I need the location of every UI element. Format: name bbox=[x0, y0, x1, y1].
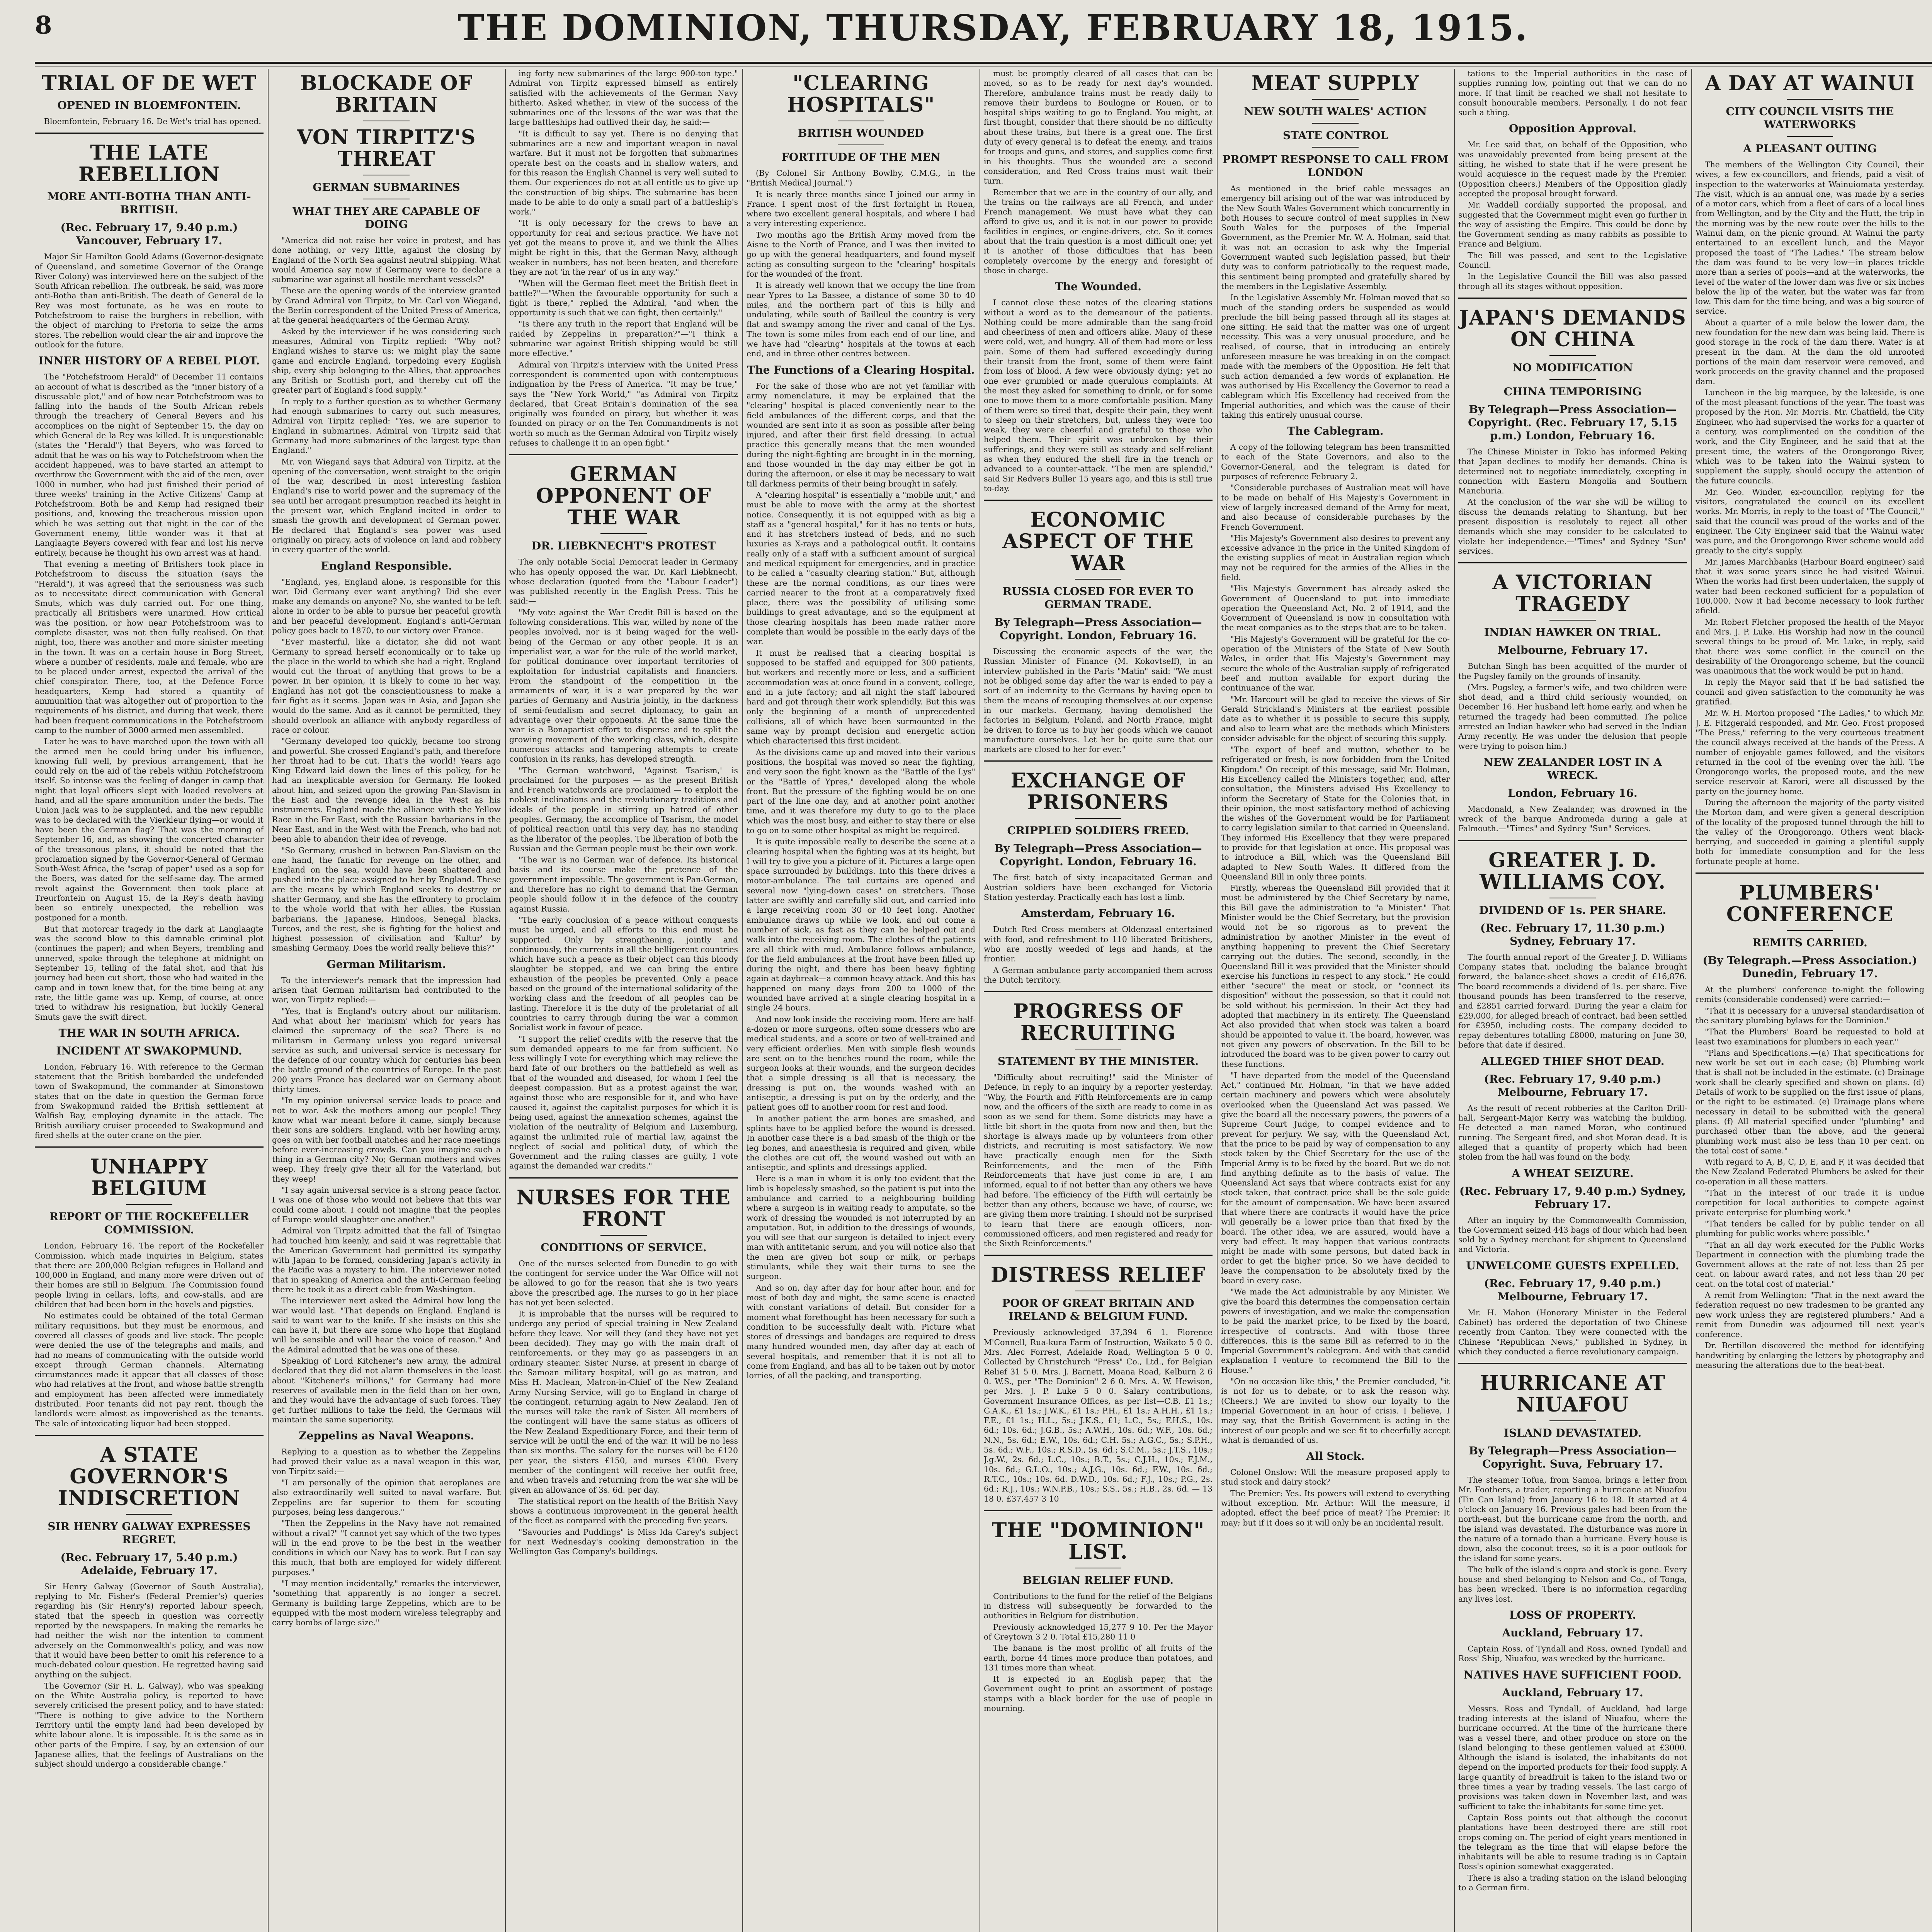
subheading: All Stock. bbox=[1306, 1450, 1365, 1463]
subheading: CHINA TEMPORISING bbox=[1503, 385, 1642, 398]
paragraph: It is expected in an English paper, that the Government ought to print an assortment of postage stamps with a black border for the use of people in mourning. bbox=[984, 1674, 1213, 1713]
paragraph: Replying to a question as to whether the Zeppelins had proved their value as a naval weapon in this war, von Tirpitz said:— bbox=[272, 1447, 501, 1476]
masthead-rule bbox=[35, 62, 1932, 64]
paragraph: "Savouries and Puddings" is Miss Ida Carey's subject for next Wednesday's cooking demonstration in the Wellington Gas Company's buildings. bbox=[509, 1527, 738, 1556]
article-headline: TRIAL OF DE WET bbox=[41, 71, 257, 95]
subheading: DR. LIEBKNECHT'S PROTEST bbox=[531, 539, 716, 553]
paragraph: Luncheon in the big marquee, by the lakeside, is one of the most pleasant functions of the year. The toast was proposed by the Hon. Mr. Morris. Mr. Chatfield, the City Engineer, who had supervised the works for a quarter of a century, was complimented on the condition of the work, and the City Engineer, and he said that at the present time, the waters of the Orongorongo River, which was to be taken into the Wainui system to supplement the supply, should occupy the attention of the future councils. bbox=[1696, 388, 1924, 485]
paragraph: Mr. James Marchbanks (Harbour Board engineer) said that it was some years since he had visited Wainui. When the works had first been undertaken, the supply of water had been reckoned sufficient for a population of 100,000. Now it had become necessary to look further afield. bbox=[1696, 557, 1924, 616]
subheading: A PLEASANT OUTING bbox=[1743, 142, 1877, 155]
article-divider bbox=[1458, 1363, 1687, 1364]
article-headline: UNHAPPY BELGIUM bbox=[90, 1155, 208, 1201]
paragraph: The statistical report on the health of the British Navy shows a continuous improvement in the general health of the fleet as compared with the preceding five years. bbox=[509, 1496, 738, 1526]
subheading: Auckland, February 17. bbox=[1502, 1626, 1643, 1639]
subheading: CONDITIONS OF SERVICE. bbox=[541, 1241, 707, 1254]
paragraph: "I support the relief credits with the reserve that the sum demanded appears to me far from sufficient. No less willingly I vote for everything which may relieve the hard fate of our brothers on the battlefield as well as that of the wounded and diseased, for whom I feel the deepest compassion. But as a protest against the war, against those who are responsible for it, and who have caused it, against the capitalist purposes for which it is being used, against the annexation schemes, against the violation of the neutrality of Belgium and Luxemburg, against the unlimited rule of martial law, against the neglect of social and political duty, of which the Government and the ruling classes are guilty, I vote against the demanded war credits." bbox=[509, 1034, 738, 1171]
subheading: STATEMENT BY THE MINISTER. bbox=[998, 1055, 1199, 1068]
article-headline: VON TIRPITZ'S THREAT bbox=[297, 126, 476, 171]
article-headline: ECONOMIC ASPECT OF THE WAR bbox=[1002, 508, 1194, 575]
paragraph: To the interviewer's remark that the impression had arisen that German militarism had contributed to the war, von Tirpitz replied:— bbox=[272, 975, 501, 1005]
paragraph: And now look inside the receiving room. Here are half-a-dozen or more surgeons, often some dressers who are medical students, and a score or two of well-trained and very efficient orderlies. Men with simple flesh wounds are sent on to the benches round the room, while the surgeon looks at their wounds, and the surgeon decides that a simple dressing is all that is necessary, the dressing is put on, the wounds washed with an antiseptic, a dressing is put on by the orderly, and the patient goes off to another room for rest and food. bbox=[747, 1014, 975, 1112]
column-3 bbox=[509, 69, 738, 1932]
paragraph: Previously acknowledged 15,277 9 10. Per the Mayor of Greytown 3 2 0. Total £15,280 11 0 bbox=[984, 1622, 1213, 1641]
article-divider bbox=[35, 133, 264, 134]
subheading: BELGIAN RELIEF FUND. bbox=[1022, 1573, 1174, 1587]
heading-dash bbox=[1075, 579, 1121, 580]
subheading: ALLEGED THIEF SHOT DEAD. bbox=[1481, 1054, 1665, 1068]
heading-dash bbox=[126, 1514, 172, 1515]
subheading: STATE CONTROL bbox=[1282, 129, 1388, 142]
paragraph: "The export of beef and mutton, whether to be refrigerated or fresh, is now forbidden from the United Kingdom." On receipt of this message, said Mr. Holman, His Excellency called the Ministers together, and, after consultation, the Ministers advised His Excellency to inform the Secretary of State for the Colonies that, in their opinion, the most satisfactory method of achieving the wishes of the Government would be for Parliament to carry legislation similar to that carried in Queensland. They informed His Excellency that they were prepared to provide for that legislation at once. His proposal was to introduce a Bill, which was the Queensland Bill adapted to New South Wales. It differed from the Queensland Bill in only three points. bbox=[1221, 745, 1450, 881]
subheading: THE WAR IN SOUTH AFRICA. bbox=[58, 1026, 240, 1039]
page-number: 8 bbox=[35, 11, 52, 40]
paragraph: "We made the Act administrable by any Minister. We give the board this determines the compensation certain powers of investigation, and we make the compensation to be paid the market price, to be fixed by the board, irrespective of contracts. And with those three differences, this is the same Bill as referred to in the Imperial Government's cablegram. And with that candid explanation I venture to recommend the Bill to the House." bbox=[1221, 1287, 1450, 1375]
article-headline: BLOCKADE OF BRITAIN bbox=[300, 71, 473, 117]
paragraph: "England, yes, England alone, is responsible for this war. Did Germany ever want anything? Did she ever make any demands on anyone? No, she wanted to be left alone in order to be able to pursue her peaceful growth and her peaceful development. England's anti-German policy goes back to 1870, to our victory over France. bbox=[272, 577, 501, 635]
paragraph: I cannot close these notes of the clearing stations without a word as to the demeanour of the patients. Nothing could be more admirable than the sang-froid and cheeriness of men and officers alike. Many of these were cold, wet, and hungry. All of them had more or less pain. Some of them had suffered exceedingly during their transit from the front, some of them were faint from loss of blood. A few were obviously dying; yet no one ever grumbled or made querulous complaints. At the most they asked for something to drink, or for some one to move them to a more comfortable position. Many of them were so tired that, despite their pain, they went to sleep on their stretchers, but, unless they were too weak, they were cheerful and grateful to those who helped them. Their spirit was unbroken by their sufferings, and they were still as steady and self-reliant as when they endured the shell fire in the trench or advanced to a counter-attack. "The men are splendid," said Sir Redvers Buller 15 years ago, and this is still true to-day. bbox=[984, 298, 1213, 493]
subheading: Auckland, February 17. bbox=[1502, 1686, 1643, 1699]
subheading: NEW ZEALANDER LOST IN A WRECK. bbox=[1483, 755, 1662, 782]
paragraph: "My vote against the War Credit Bill is based on the following considerations. This war, willed by none of the peoples involved, nor is it being waged for the well-being of the German or any other people. It is an imperialist war, a war for the rule of the world market, for political dominance over important territories of exploitation for industrial capitalists and financiers. From the standpoint of the competition in the armaments of war, it is a war prepared by the war parties of Germany and Austria jointly, in the darkness of semi-feudalism and secret diplomacy, to gain an advantage over their opponents. At the same time the war is a Bonapartist effort to disperse and to split the growing movement of the working class, which, despite numerous attacks and tampering attempts to create confusion in its ranks, has developed strength. bbox=[509, 607, 738, 764]
heading-dash bbox=[126, 1204, 172, 1205]
subheading: INDIAN HAWKER ON TRIAL. bbox=[1484, 626, 1662, 639]
subheading: INNER HISTORY OF A REBEL PLOT. bbox=[38, 354, 260, 367]
article-headline: THE LATE REBELLION bbox=[78, 141, 220, 187]
paragraph: The banana is the most prolific of all fruits of the earth, borne 44 times more produce than potatoes, and 131 times more than wheat. bbox=[984, 1643, 1213, 1672]
subheading: REMITS CARRIED. bbox=[1752, 936, 1867, 949]
subheading: (Rec. February 17, 9.40 p.m.) Melbourne, February 17. bbox=[1484, 1072, 1662, 1099]
subheading: (By Telegraph.—Press Association.) Dunedin, February 17. bbox=[1702, 954, 1917, 980]
article-headline: MEAT SUPPLY bbox=[1252, 71, 1419, 95]
article-divider bbox=[984, 1255, 1213, 1256]
subheading: (Rec. February 17, 5.40 p.m.) Adelaide, February 17. bbox=[60, 1551, 238, 1577]
paragraph: (By Colonel Sir Anthony Bowlby, C.M.G., in the "British Medical Journal.") bbox=[747, 168, 975, 188]
subheading: REPORT OF THE ROCKEFELLER COMMISSION. bbox=[49, 1210, 249, 1236]
paragraph: Admiral von Tirpitz admitted that the fall of Tsingtao had touched him keenly, and said it was regrettable that the American Government had permitted its sympathy with Japan to be formed, considering Japan's activity in the Pacific was a mystery to him. The interviewer noted that in speaking of America and the anti-German feeling there he took it as a direct cable from Washington. bbox=[272, 1226, 501, 1294]
paragraph: Later he was to have marched upon the town with all the armed men he could bring under his influence, knowing full well, by previous arrangement, that he could rely on the aid of the rebels within Potchefstroom itself. So intense was the feeling of danger in camp that night that loyal officers slept with loaded revolvers at hand, and all the spare ammunition under the beds. The Union Jack was to be supplanted, and the new republic was to be declared with the Vierkleur flying—or would it have been the German flag? That was the morning of September 16, and, as showing the concerted character of the treasonous plans, it should be noted that the proclamation signed by the Governor-General of German South-West Africa, the "scrap of paper" used as a sop for the Boers, was dated for the self-same day. The armed revolt against the Government then took place at Treurfontein on August 15, de la Rey's death having been so entirely unexpected, the rebellion was postponed for a month. bbox=[35, 737, 264, 922]
heading-dash bbox=[1549, 620, 1596, 621]
subheading: NEW SOUTH WALES' ACTION bbox=[1244, 105, 1427, 118]
subheading: Opposition Approval. bbox=[1509, 122, 1637, 135]
paragraph: And so on, day after day for hour after hour, and for most of both day and night, the same scene is enacted with constant variations of detail. But consider for a moment what forethought has been necessary for such a condition to be successfully dealt with. Picture what stores of dressings and bandages are required to dress many hundred wounded men, day after day at each of several hospitals, and remember that it is not all to come from England, and has all to be taken out by motor lorries, of all the packing, and transporting. bbox=[747, 1283, 975, 1381]
paragraph: In reply to a further question as to whether Germany had enough submarines to carry out such measures, Admiral von Tirpitz replied: "Yes, we are superior to England in submarines. Admiral von Tirpitz said that Germany had more submarines of the largest type than England." bbox=[272, 396, 501, 455]
column-1 bbox=[35, 69, 264, 1932]
paragraph: Colonel Onslow: Will the measure proposed apply to stud stock and dairy stock? bbox=[1221, 1468, 1450, 1487]
paragraph: At the plumbers' conference to-night the following remits (considerable condensed) were carried:— bbox=[1696, 985, 1924, 1004]
article-divider bbox=[1458, 298, 1687, 299]
subheading: BRITISH WOUNDED bbox=[798, 127, 924, 139]
paragraph: "It is only necessary for the crews to have an opportunity for real and serious practice. We have not yet got the means to prove it, and we think the Allies might be right in this, that the German Navy, although weaker in numbers, has not been beaten, and therefore they are not 'in the rear' of us in any way." bbox=[509, 218, 738, 277]
paragraph: "I have departed from the model of the Queensland Act," continued Mr. Holman, "in that we have added certain machinery and powers which were absolutely overlooked when the Queensland Act was passed. We give the board all the necessary powers, the powers of a Supreme Court Judge, to compel evidence and to prevent for perjury. We say, with the Queensland Act, that the price to be paid by way of compensation to any stock taken by the Chief Secretary for the use of the Imperial Army is to be fixed by the board. But we do not find anything definite as to the basis of value. The Queensland Act says that where contracts exist for any stock taken, that contract price shall be the sole guide for the amount of compensation. We have been assured that where there are contracts it would have the price will generally be a lower price than that fixed by the board. The other idea, we are assured, would have a very bad effect. It may happen that various contracts might be made with some persons, but dated back in order to get the higher price. So we have decided to leave the compensation to be absolutely fixed by the board in every case. bbox=[1221, 1070, 1450, 1286]
paragraph: "That it is necessary for a universal standardisation of the sanitary plumbing bylaws for the Dominion." bbox=[1696, 1006, 1924, 1025]
paragraph: "Considerable purchases of Australian meat will have to be made on behalf of His Majesty's Government in view of largely increased demand of the Army for meat, and also because of considerable purchases by the French Government. bbox=[1221, 483, 1450, 532]
paragraph: Dutch Red Cross members at Oldenzaal entertained with food, and refreshment to 110 liberated Britishers, who are mostly weeded of legs and hands, at the frontier. bbox=[984, 925, 1213, 964]
column-rule bbox=[1217, 69, 1218, 1932]
paragraph: For the sake of those who are not yet familiar with army nomenclature, it may be explained that the "clearing" hospital is placed conveniently near to the field ambulances of the different corps, and that the wounded are sent into it as soon as possible after being injured, and after their first field dressing. In actual practice this generally means that the men wounded during the night-fighting are brought in in the morning, and those wounded in the day may either be got in during the afternoon, or else it may be necessary to wait till darkness permits of their being brought in safely. bbox=[747, 381, 975, 488]
paragraph: The members of the Wellington City Council, their wives, a few ex-councillors, and friends, paid a visit of inspection to the waterworks at Wainuiomata yesterday. The visit, which is an annual one, was made by a series of a motor cars, which from a fleet of cars of a local lines from Wellington, and by the City and the Hutt, the trip in the morning was by the new route over the hills to the Wainui dam, on the picnic ground. At Wainui the party entertained to an excellent lunch, and the Mayor proposed the toast of "The Ladies." The stream below the dam was found to be very low—in places trickle more than a series of pools—and at the waterworks, the level of the water of the lower dam was five or six inches below the lip of the water, but the water was far from low. This dam for the time being, and was a big source of service. bbox=[1696, 160, 1924, 316]
paragraph: Sir Henry Galway (Governor of South Australia), replying to Mr. Fisher's (Federal Premier's) queries regarding his (Sir Henry's) reported labour speech, stated that the speech in question was correctly reported by the newspapers. In making the remarks he had neither the wish nor the intention to comment adversely on the Commonwealth's policy, and was now that it would have been better to omit his reference to a much-debated colour question. He regretted having said anything on the subject. bbox=[35, 1582, 264, 1679]
subheading: OPENED IN BLOEMFONTEIN. bbox=[57, 99, 241, 112]
subheading: DIVIDEND OF 1s. PER SHARE. bbox=[1479, 903, 1667, 917]
subheading: PROMPT RESPONSE TO CALL FROM LONDON bbox=[1222, 153, 1449, 179]
article-headline: PROGRESS OF RECRUITING bbox=[1013, 1000, 1184, 1045]
article-headline: THE "DOMINION" LIST. bbox=[992, 1518, 1205, 1564]
paragraph: A "clearing hospital" is essentially a "mobile unit," and must be able to move with the army at the shortest notice. Consequently, it is not equipped with as big a staff as a "general hospital," for it has no tents or huts, and it has stretchers instead of beds, and no such luxuries as X-rays and a pathological outfit. It contains really only of a staff with a sufficient amount of surgical and medical equipment for emergencies, and in practice to be called a "casualty clearing station." But, although these are the normal conditions, as our lines were carried nearer to the front at a comparatively fixed place, there was the possibility of utilising some buildings to great advantage, and so the equipment at those clearing hospitals has been made rather more complete than would be possible in the early days of the war. bbox=[747, 490, 975, 646]
heading-dash bbox=[1787, 136, 1833, 137]
paragraph: ing forty new submarines of the large 900-ton type." Admiral von Tirpitz expressed himself as entirely satisfied with the achievements of the German Navy hitherto. Asked whether, in view of the success of the submarines one of the lessons of the war was that the large battleships had outlived their day, he said:— bbox=[509, 69, 738, 127]
paragraph: After an inquiry by the Commonwealth Commission, the Government seized 443 bags of flour which had been sold by a Sydney merchant for shipment to Queensland and Victoria. bbox=[1458, 1215, 1687, 1254]
paragraph: Here is a man in whom it is only too evident that the limb is hopelessly smashed, so the patient is put into the ambulance and carried to a neighbouring building where a surgeon is in waiting ready to amputate, so the work of dressing the wounded is not interrupted by an amputation. But, in addition to the dressings of wounds, you will see that our surgeon is detailed to inject every man with antitetanic serum, and you will notice also that the men are given hot soup or milk, or perhaps stimulants, while they wait their turns to see the surgeon. bbox=[747, 1174, 975, 1281]
paragraph: "So Germany, crushed in between Pan-Slavism on the one hand, the fanatic for revenge on the other, and England on the sea, would have been shattered and pushed into the place assigned to her by England. These are the means by which England seeks to destroy or shatter Germany, and she has the effrontery to proclaim to the whole world that with her allies, the Russian barbarians, the Japanese, Hindoos, Senegal blacks, Turcos, and the rest, she is fighting for the holiest and highest possession of civilisation and 'Kultur' by smashing Germany. Does the world really believe this?" bbox=[272, 845, 501, 953]
subheading: Melbourne, February 17. bbox=[1497, 644, 1648, 657]
subheading: RUSSIA CLOSED FOR EVER TO GERMAN TRADE. bbox=[1003, 585, 1194, 611]
subheading: By Telegraph—Press Association—Copyright. (Rec. February 17, 5.15 p.m.) London, February 16. bbox=[1468, 403, 1677, 442]
heading-dash bbox=[600, 1235, 647, 1236]
paragraph: London, February 16. With reference to the German statement that the British bombarded the undefended town of Swakopmund, the commander at Simonstown states that on the date in question the German force from Swakopmund raided the British settlement at Walfish Bay, employing dynamite in the attack. The British auxiliary cruiser proceeded to Swakopmund and fired shells at the outer crane on the pier. bbox=[35, 1062, 264, 1140]
article-headline: JAPAN'S DEMANDS ON CHINA bbox=[1459, 306, 1686, 351]
paragraph: There is also a trading station on the island belonging to a German firm. bbox=[1458, 1873, 1687, 1892]
article-divider bbox=[509, 454, 738, 455]
article-headline: NURSES FOR THE FRONT bbox=[517, 1185, 731, 1231]
heading-dash bbox=[600, 533, 647, 534]
paragraph: must be promptly cleared of all cases that can be moved, so as to be ready for next day's wounded. Therefore, ambulance trains must be ready daily to remove their burdens to Boulogne or Rouen, or to hospital ships waiting to go to England. You might, at first thought, consider that there should be no difficulty about these trains, but there is a great one. The first duty of every general is to defeat the enemy, and trains for troops and guns, and stores, and supplies come first in his thoughts. Thus the wounded are a second consideration, and Red Cross trains must wait their turn. bbox=[984, 69, 1213, 186]
paragraph: The "Potchefstroom Herald" of December 11 contains an account of what is described as the "inner history of a discussable plot," and of how near Potchefstroom was to falling into the hands of the South African rebels through the treachery of General Beyers and his accomplices on the night of September 15, the day on which General de la Rey was killed. It is unquestionable (states the "Herald") that Beyers, who was forced to admit that he was on his way to Potchefstroom when the accident happened, was to have started an attempt to overthrow the Government with the aid of the men, over 1000 in number, who had just finished their period of three weeks' training in the Active Citizens' Camp at Potchefstroom. Both he and Kemp had resigned their positions, and, knowing the treacherous mission upon which he was setting out that night in the car of the Government enemy, little wonder was it that at Langlaagte Beyers cowered with fear and lost his nerve entirely, because he thought his own arrest was at hand. bbox=[35, 372, 264, 558]
paragraph: (Mrs. Pugsley, a farmer's wife, and two children were shot dead, and a third child seriously wounded, on December 16. Her husband left home early, and when he returned the tragedy had been committed. The police arrested an Indian hawker who had served in the Indian Army recently. He was under the delusion that people were trying to poison him.) bbox=[1458, 682, 1687, 751]
column-rule bbox=[1691, 69, 1692, 1932]
paragraph: Mr. von Wiegand says that Admiral von Tirpitz, at the opening of the conversation, went straight to the origin of the war, described in most interesting fashion England's rise to world power and the supremacy of the sea until her arrogant presumption reached its height in the present war, which England incited in order to smash the growth and development of German power. He declared that England's sea power was used originally on piracy, acts of violence on land and robbery in every quarter of the world. bbox=[272, 457, 501, 554]
paragraph: Bloemfontein, February 16. De Wet's trial has opened. bbox=[44, 117, 261, 126]
masthead-title: THE DOMINION, THURSDAY, FEBRUARY 18, 1915. bbox=[457, 7, 1529, 49]
paragraph: Contributions to the fund for the relief of the Belgians in distress will subsequently be forwarded to the authorities in Belgium for distribution. bbox=[984, 1591, 1213, 1621]
paragraph: Mr. Waddell cordially supported the proposal, and suggested that the Government might even go further in the way of assisting the Empire. This could be done by the Government sending as many rabbits as possible to France and Belgium. bbox=[1458, 200, 1687, 249]
subheading: By Telegraph—Press Association—Copyright. London, February 16. bbox=[994, 842, 1202, 868]
paragraph: A remit from Wellington: "That in the next award the federation request no new tradesmen to be granted any new work unless they are registered plumbers." And a remit from Dunedin was adjourned till next year's conference. bbox=[1696, 1290, 1924, 1339]
paragraph: During the afternoon the majority of the party visited the Morton dam, and were given a general description of the locality of the proposed tunnel through the hill to the valley of the Orongorongo. Others went black-berrying, and succeeded in gaining a plentiful supply both for immediate consumption and for the less fortunate people at home. bbox=[1696, 798, 1924, 866]
paragraph: "Then the Zeppelins in the Navy have not remained without a rival?" "I cannot yet say which of the two types will in the end prove to be the best in the weather conditions in which our Navy has to work. But I can say this much, that both are employed for widely different purposes." bbox=[272, 1519, 501, 1577]
column-rule bbox=[742, 69, 743, 1932]
heading-dash bbox=[1549, 1420, 1596, 1421]
column-rule bbox=[268, 69, 269, 1932]
paragraph: It must be realised that a clearing hospital is supposed to be staffed and equipped for 300 patients, but workers and recently more or less, and a sufficient accommodation was at once found in a convent, college, and in a jute factory; and all night the staff laboured hard and got through their work splendidly. But this was only the beginning of a month of unprecedented collisions, all of which have been surmounted in the same way by prompt decision and energetic action which characterised this first incident. bbox=[747, 648, 975, 746]
paragraph: "When will the German fleet meet the British fleet in battle?"—"When the favourable opportunity for such a fight is there," replied the Admiral, "and when the opportunity is such that we can fight, then certainly." bbox=[509, 279, 738, 318]
paragraph: Macdonald, a New Zealander, was drowned in the wreck of the barque Andromeda during a gale at Falmouth.—"Times" and Sydney "Sun" Services. bbox=[1458, 804, 1687, 833]
paragraph: At the conclusion of the war she will be willing to discuss the demands relating to Shantung, but her present disposition is resolutely to reject all other demands which she may consider to be calculated to violate her independence.—"Times" and Sydney "Sun" services. bbox=[1458, 497, 1687, 556]
subheading: POOR OF GREAT BRITAIN AND IRELAND & BELGIUM FUND. bbox=[1002, 1297, 1194, 1323]
paragraph: "It is difficult to say yet. There is no denying that submarines are a new and important weapon in naval warfare. But it must not be forgotten that submarines operate best on the coasts and in shallow waters, and for this reason the English Channel is very well suited to them. Our experiences do not at all entitle us to give up the construction of big ships. The submarine has been made to be able to do only a small part of a battleship's work." bbox=[509, 129, 738, 217]
subheading: LOSS OF PROPERTY. bbox=[1509, 1609, 1636, 1622]
subheading: GERMAN SUBMARINES bbox=[313, 181, 460, 194]
paragraph: The fourth annual report of the Greater J. D. Williams Company states that, including the balance brought forward, the balance-sheet shows a credit of £16,876. The board recommends a dividend of 1s. per share. Five thousand pounds has been transferred to the reserve, and £2851 carried forward. During the year a claim for £29,000, for alleged breach of contract, had been settled for £3950, including costs. The company decided to repay debentures totalling £8000, maturing on June 30, before that date if desired. bbox=[1458, 952, 1687, 1050]
paragraph: In the Legislative Council the Bill was also passed through all its stages without opposition. bbox=[1458, 272, 1687, 291]
article-headline: A DAY AT WAINUI bbox=[1705, 71, 1915, 95]
paragraph: Previously acknowledged 37,394 6 1. Florence M'Connell, Rua-kura Farm of Instruction, Waikato 5 0 0. Mrs. Alec Forrest, Adelaide Road, Wellington 5 0 0. Collected by Christchurch "Press" Co., Ltd., for Belgian Relief 31 5 0. Mrs. J. Barnett, Moana Road, Kelburn 2 6 0. W.S., per "The Dominion" 2 6 0. Mrs. A. W. Hewison, per Mrs. J. P. Luke 5 0 0. Salary contributions, Government Insurance Offices, as per list—C.B. £1 1s.; G.A.K., £1 1s.; J.W.K., £1 1s.; P.H., £1 1s.; A.H.H., £1 1s.; F.E., £1 1s.; H.L., 5s.; J.K.S., £1; L.C., 5s.; F.H.S., 10s. 6d.; 10s. 6d.; J.G.B., 5s.; A.W.H., 10s. 6d.; W.F., 10s. 6d.; N.N., 5s. 6d.; E.W., 10s. 6d.; C.H. 5s.; A.G.C., 5s.; S.P.H., 5s. 6d.; W.F., 10s.; R.S.D., 5s. 6d.; S.C.M., 5s.; J.T.S., 10s.; J.g.W., 2s. 6d.; L.C., 10s.; B.T., 5s.; C.J.H., 10s.; F.J.M., 10s. 6d.; G.L.O., 10s.; A.J.G., 10s. 6d.; F.W., 10s. 6d.; R.T.C., 10s.; 10s. 6d. D.W.D., 10s. 6d.; F.J., 10s.; P.G., 2s. 6d.; R.J., 10s.; W.N.P.B., 10s.; S.S., 5s.; H.B., 2s. 6d. — 13 18 0. £37,457 3 10 bbox=[984, 1328, 1213, 1503]
subheading: The Wounded. bbox=[1054, 280, 1142, 293]
subheading: NATIVES HAVE SUFFICIENT FOOD. bbox=[1464, 1668, 1682, 1681]
article-headline: EXCHANGE OF PRISONERS bbox=[1010, 769, 1186, 815]
paragraph: With regard to A, B, C, D, E, and F, it was decided that the New Zealand Federated Plumbers be asked for their co-operation in all these matters. bbox=[1696, 1157, 1924, 1186]
paragraph: The Chinese Minister in Tokio has informed Peking that Japan declines to modify her demands. China is determined not to negotiate immediately, excepting in connection with Eastern Mongolia and Southern Manchuria. bbox=[1458, 447, 1687, 496]
subheading: London, February 16. bbox=[1508, 786, 1638, 799]
article-headline: HURRICANE AT NIUAFOU bbox=[1480, 1371, 1666, 1417]
column-5 bbox=[984, 69, 1213, 1932]
article-headline: GREATER J. D. WILLIAMS COY. bbox=[1480, 848, 1666, 894]
paragraph: Messrs. Ross and Tyndall, of Auckland, had large trading interests at the island of Niuafou, where the hurricane occurred. At the time of the hurricane there was a vessel there, and other produce on store on the Island belonging to these gentlemen valued at £3000. Although the island is isolated, the inhabitants do not depend on the imported products for their food supply. A large quantity of breadfruit is taken to the island two or three times a year by trading vessels. The last cargo of provisions was taken down in November last, and was sufficient to take the inhabitants for some time yet. bbox=[1458, 1704, 1687, 1811]
heading-dash bbox=[1549, 355, 1596, 356]
paragraph: Remember that we are in the country of our ally, and the trains on the railways are all French, and under French management. We must have what they can afford to give us, and it is not in our power to provide facilities in engines, or engine-drivers, etc. So it comes about that the train question is a most difficult one; yet it is another of those difficulties that has been completely overcome by the energy and foresight of those in charge. bbox=[984, 187, 1213, 275]
heading-dash bbox=[1787, 930, 1833, 931]
subheading: The Functions of a Clearing Hospital. bbox=[747, 363, 975, 376]
heading-dash bbox=[1312, 123, 1359, 124]
paragraph: A copy of the following telegram has been transmitted to each of the State Governors, and also to the Governor-General, and the telegram is dated for purposes of reference February 2. bbox=[1221, 442, 1450, 481]
paragraph: Admiral von Tirpitz's interview with the United Press correspondent is commented upon with contemptuous indignation by the Press of America. "It may be true," says the "New York World," "as Admiral von Tirpitz declared, that Great Britain's domination of the sea originally was founded on piracy, but whether it was founded on piracy or on the Ten Commandments is not worth so much as the German Admiral von Tirpitz wisely refuses to challenge it in an open fight." bbox=[509, 360, 738, 447]
paragraph: It is already well known that we occupy the line from near Ypres to La Bassee, a distance of some 30 to 40 miles, and the northern part of this is hilly and undulating, while south of Bailleul the country is very flat and swampy among the river and canal of the Lys. The town is some miles from each end of our line, and we have had "clearing" hospitals at the towns at each end, and in three other centres between. bbox=[747, 281, 975, 359]
article-divider bbox=[984, 991, 1213, 992]
paragraph: Speaking of Lord Kitchener's new army, the admiral declared that they did not alarm themselves in the least about "Kitchener's millions," for Germany had more reserves of available men in the field than on her own, and they would have the advantage of such forces. They get further millions to take the field, the Germans will maintain the same superiority. bbox=[272, 1356, 501, 1424]
paragraph: "I may mention incidentally," remarks the interviewer, "something that apparently is no longer a secret. Germany is building large Zeppelins, which are to be equipped with the most modern wireless telegraphy and carry bombs of large size." bbox=[272, 1579, 501, 1628]
paragraph: The only notable Social Democrat leader in Germany who has openly opposed the war, Dr. Karl Liebknecht, whose declaration (quoted from the "Labour Leader") was published recently in the English Press. This he said:— bbox=[509, 557, 738, 606]
paragraph: "Germany developed too quickly, became too strong and powerful. She crossed England's path, and therefore her throat had to be cut. That's the world! Years ago King Edward laid down the lines of this policy, for he had an inexplicable aversion for Germany. He looked about him, and seized upon the growing Pan-Slavism in the East and the revenge idea in the West as his instruments. England made the alliance with the Yellow Race in the Far East, with the Russian barbarians in the Near East, and in the West with the French, who had not been able to abandon their idea of revenge. bbox=[272, 736, 501, 844]
paragraph: But that motorcar tragedy in the dark at Langlaagte was the second blow to this damnable criminal plot (continues the paper); and when Beyers, trembling and unnerved, spoke through the telephone at midnight on September 15, telling of the fatal shot, and that his journey had been cut short, those who had waited in the camp and in town knew that, for the time being at any rate, the little game was up. Kemp, of course, at once tried to withdraw his resignation, but luckily General Smuts gave the swift direct. bbox=[35, 924, 264, 1022]
column-2 bbox=[272, 69, 501, 1932]
paragraph: It is improbable that the nurses will be required to undergo any period of special training in New Zealand before they leave. Nor will they (and they have not yet been decided). They may go with the main draft of reinforcements, or they may go as passengers in an ordinary steamer. Sister Nurse, at present in charge of the Samoan military hospital, will go as matron, and Miss H. Maclean, Matron-in-Chief of the New Zealand Army Nursing Service, will go to England in charge of the contingent, returning again to New Zealand. Ten of the nurses will take the rank of Sister. All members of the contingent will have the same status as officers of the New Zealand Expeditionary Force, and their term of service will be until the end of the war. It will be no less than six months. The salary for the nurses will be £120 per year, the sisters £150, and nurses £100. Every member of the contingent will receive her outfit free, and when travels and returning from the war she will be given an allowance of 3s. 6d. per day. bbox=[509, 1309, 738, 1495]
paragraph: "The war is no German war of defence. Its historical basis and its course make the pretence of the government impossible. The government is Pan-German, and therefore has no right to demand that the German people should follow it in the defence of the country against Russia. bbox=[509, 855, 738, 913]
paragraph: Discussing the economic aspects of the war, the Russian Minister of Finance (M. Kokovtseff), in an interview published in the Paris "Matin" said: "We must not be obliged some day after the war is ended to pay a sort of an indemnity to the Germans by having open to them the means of recouping themselves at our expense in our markets. Germany, having demolished the factories in Belgium, Poland, and North France, might be driven to force us to buy her goods which we cannot manufacture ourselves. Let her be quite sure that our markets are closed to her for ever." bbox=[984, 647, 1213, 754]
article-headline: PLUMBERS' CONFERENCE bbox=[1726, 881, 1894, 927]
paragraph: "That an all day work executed for the Public Works Department in connection with the plumbing trade the Government allows at the rate of not less than 25 per cent. on labour award rates, and not less than 20 per cent. on the total cost of material." bbox=[1696, 1240, 1924, 1289]
article-headline: A VICTORIAN TRAGEDY bbox=[1492, 571, 1653, 616]
paragraph: "The German watchword, 'Against Tsarism,' is proclaimed for the purposes — as the present British and French watchwords are proclaimed — to exploit the noblest inclinations and the revolutionary traditions and ideals of the people in stirring up hatred of other peoples. Germany, the accomplice of Tsarism, the model of political reaction until this very day, has no standing as the liberator of the peoples. The liberation of both the Russian and the German people must be their own work. bbox=[509, 765, 738, 853]
subheading: NO MODIFICATION bbox=[1512, 361, 1633, 374]
subheading: CITY COUNCIL VISITS THE WATERWORKS bbox=[1726, 105, 1894, 131]
subheading: By Telegraph—Press Association—Copyright. Suva, February 17. bbox=[1469, 1444, 1677, 1471]
paragraph: In reply the Mayor said that if he had satisfied the council and given satisfaction to the community he was gratified. bbox=[1696, 677, 1924, 707]
column-7 bbox=[1458, 69, 1687, 1932]
paragraph: In another patient the arm bones are smashed, and splints have to be applied before the wound is dressed. In another case there is a bad smash of the thigh or the leg bones, and anaesthesia is required and given, while the clothes are cut off, the wound washed out with an antiseptic, and splints and dressings applied. bbox=[747, 1114, 975, 1172]
subheading: WHAT THEY ARE CAPABLE OF DOING bbox=[292, 205, 481, 231]
paragraph: Asked by the interviewer if he was considering such measures, Admiral von Tirpitz replied: "Why not? England wishes to starve us; we might play the same game and encircle England, torpedoing every English ship, every ship belonging to the Allies, that approaches any British or Scottish port, and thereby cut off the greater part of England's food supply." bbox=[272, 327, 501, 395]
paragraph: The bulk of the island's copra and stock is gone. Every house and shed belonging to Nelson and Co., of Tonga, has been wrecked. There is no information regarding any lives lost. bbox=[1458, 1565, 1687, 1604]
subheading: (Rec. February 17, 9.40 p.m.) Melbourne, February 17. bbox=[1484, 1277, 1662, 1303]
column-4 bbox=[747, 69, 975, 1932]
paragraph: "Yes, that is England's outcry about our militarism. And what about her 'marinism' which for years has claimed the supremacy of the sea? There is no militarism in Germany unless you regard universal service as such, and universal service is necessary for the defence of our country which for centuries has been the battle ground of the countries of Europe. In the past 200 years France has declared war on Germany about thirty times. bbox=[272, 1006, 501, 1094]
article-divider bbox=[1458, 562, 1687, 563]
paragraph: "Mr. Harcourt will be glad to receive the views of Sir Gerald Strickland's Ministers at the earliest possible date as to whether it is possible to secure this supply, and also to learn what are the methods which Ministers consider advisable for the object of securing this supply. bbox=[1221, 694, 1450, 743]
paragraph: In the Legislative Assembly Mr. Holman moved that so much of the standing orders be suspended as would preclude the bill being passed through all its stages at one sitting. He said that the matter was one of urgent necessity. This was a very unusual procedure, and he realised, of course, that in introducing an entirely unforeseen measure he was breaking in on the compact made with the members of the Opposition. He felt that such action demanded a few words of explanation. He was authorised by His Excellency the Governor to read a cablegram which His Excellency had received from the Imperial authorities, and which was the cause of their taking this entirely unusual course. bbox=[1221, 293, 1450, 420]
paragraph: As mentioned in the brief cable messages an emergency bill arising out of the war was introduced by the New South Wales Government which concurrently in both Houses to secure control of meat supplies in New South Wales for the purposes of the Imperial Government, as the Premier Mr. W. A. Holman, said that it was not an occasion to ask why the Imperial Government wanted such legislation passed, but their duty was to conform patriotically to the request made, this sentiment being prompted and gratefully shared by the members in the Legislative Assembly. bbox=[1221, 184, 1450, 291]
subheading: SIR HENRY GALWAY EXPRESSES REGRET. bbox=[48, 1520, 251, 1546]
article-divider bbox=[984, 760, 1213, 762]
subheading: FORTITUDE OF THE MEN bbox=[781, 151, 940, 163]
paragraph: No estimates could be obtained of the total German military requisitions, but they must be enormous, and covered all classes of goods and live stock. The people were denied the use of the telegraphs and mails, and had no means of communicating with the outside world except through German channels. Alternating circumstances made it appear that all classes of those who had relatives at the front, and whose battle strength and employment has been affected were immediately distributed. Poor tenants did not pay rent, though the landlords were almost as impoverished as the tenants. The sale of intoxicating liquor had been stopped. bbox=[35, 1311, 264, 1428]
article-headline: "CLEARING HOSPITALS" bbox=[787, 71, 935, 117]
paragraph: "I say again universal service is a strong peace factor. I was one of those who would not believe that this war could come about. I could not imagine that the peoples of Europe would slaughter one another." bbox=[272, 1185, 501, 1224]
paragraph: "Difficulty about recruiting!" said the Minister of Defence, in reply to an inquiry by a reporter yesterday. "Why, the Fourth and Fifth Reinforcements are in camp now, and the officers of the sixth are ready to come in as soon as we send for them. Some districts may have a little bit short in the quota from now and then, but the shortage is always made up by volunteers from other districts, and recruiting is most satisfactory. We now have practically enough men for the Sixth Reinforcements, and the men of the Fifth Reinforcements that have just come in are, I am informed, equal to if not better than any others we have had before. The efficiency of the Fifth will certainly be better than any others, because we have, of course, we are giving them more training. I should not be surprised to learn that there are enough officers, non-commissioned officers, and men registered and ready for the Sixth Reinforcements." bbox=[984, 1073, 1213, 1248]
heading-dash bbox=[1549, 379, 1596, 380]
paragraph: The Governor (Sir H. L. Galway), who was speaking on the White Australia policy, is reported to have severely criticised the present policy, and to have stated: "There is nothing to give advice to the Northern Territory until the empty land had been developed by white labour alone. It is impossible. It is the same as in other parts of the Empire. I say, by an extension of our Japanese allies, that the feelings of Australians on the subject should undergo a considerable change." bbox=[35, 1681, 264, 1769]
subheading: Zeppelins as Naval Weapons. bbox=[299, 1429, 474, 1442]
paragraph: One of the nurses selected from Dunedin to go with the contingent for service under the War Office will not be allowed to go for the reason that she is two years above the prescribed age. The nurses to go in her place has not yet been selected. bbox=[509, 1259, 738, 1307]
subheading: German Militarism. bbox=[327, 957, 446, 971]
paragraph: "The early conclusion of a peace without conquests must be urged, and all efforts to this end must be supported. Only by strengthening, jointly and continuously, the currents in all the belligerent countries which have such a peace as their object can this bloody slaughter be stopped, and we can bring the entire exhaustion of the peoples be prevented. Only a peace based on the ground of the international solidarity of the working class and the freedom of all peoples can be lasting. Therefore it is the duty of the proletariat of all countries to carry through during the war a common Socialist work in favour of peace. bbox=[509, 915, 738, 1032]
paragraph: These are the opening words of the interview granted by Grand Admiral von Tirpitz, to Mr. Carl von Wiegand, the Berlin correspondent of the United Press of America, at the general headquarters of the German Army. bbox=[272, 286, 501, 325]
paragraph: Two months ago the British Army moved from the Aisne to the North of France, and I was then invited to go up with the general headquarters, and found myself acting as consulting surgeon to the "clearing" hospitals for the wounded of the front. bbox=[747, 230, 975, 279]
paragraph: The Premier: Yes. Its powers will extend to everything without exception. Mr. Arthur: Will the measure, if adopted, effect the beef price of meat? The Premier: It may; but if it does so it will only be an incidental result. bbox=[1221, 1488, 1450, 1527]
paragraph: Mr. H. Mahon (Honorary Minister in the Federal Cabinet) has ordered the deportation of two Chinese recently from Canton. They were connected with the Chinese "Republican News," published in Sydney, in which they conducted a fierce revolutionary campaign. bbox=[1458, 1308, 1687, 1356]
paragraph: Butchan Singh has been acquitted of the murder of the Pugsley family on the grounds of insanity. bbox=[1458, 662, 1687, 681]
subheading: The Cablegram. bbox=[1287, 425, 1384, 438]
subheading: Amsterdam, February 16. bbox=[1021, 907, 1175, 920]
paragraph: London, February 16. The report of the Rockefeller Commission, which made inquiries in Belgium, states that there are 200,000 Belgian refugees in Holland and 100,000 in England, and many more were driven out of their homes are still in Belgium. The Commission found people living in cellars, lofts, and cow-stalls, and are children that had been born in the hovels and pigsties. bbox=[35, 1241, 264, 1310]
paragraph: About a quarter of a mile below the lower dam, the new foundation for the new dam was being laid. There is good storage in the rock of the dam there. Water is at present in the dam. At the dam the old unrooted portions of the main dam reservoir were removed, and work proceeds on the gravity channel and the proposed dam. bbox=[1696, 318, 1924, 386]
heading-dash bbox=[1312, 147, 1359, 148]
paragraph: "In my opinion universal service leads to peace and not to war. Ask the mothers among our people! They know what war meant before it came, simply because their sons are soldiers. England, with her howling army, goes on with her football matches and her race meetings before ever-increasing crowds. Can you imagine such a thing in a German city? No; German mothers and wives weep. They freely give their all for the Vaterland, but they weep! bbox=[272, 1096, 501, 1184]
article-divider bbox=[35, 1435, 264, 1436]
column-rule bbox=[505, 69, 506, 1932]
subheading: MORE ANTI-BOTHA THAN ANTI-BRITISH. bbox=[47, 190, 251, 216]
paragraph: Mr. Geo. Winder, ex-councillor, replying for the visitors, congratulated the council on its excellent works. Mr. Morris, in reply to the toast of "The Council," said that the council was proud of the works and of the engineer. The City Engineer said that the Wainui water was pure, and the Orongorongo River scheme would add greatly to the city's supply. bbox=[1696, 487, 1924, 555]
subheading: UNWELCOME GUESTS EXPELLED. bbox=[1466, 1259, 1679, 1272]
paragraph: Mr. Robert Fletcher proposed the health of the Mayor and Mrs. J. P. Luke. His Worship had now in the council several things to be proud of. Mr. Luke, in reply, said that there was some conflict in the council on the desirability of the Orongorongo scheme, but the council was unanimous that the work would be put in hand. bbox=[1696, 617, 1924, 676]
paragraph: "Is there any truth in the report that England will be raided by Zeppelins in preparation?"—"I think a submarine war against British shipping would be still more effective." bbox=[509, 319, 738, 358]
paragraph: "That tenders be called for by public tender on all plumbing for public works where possible." bbox=[1696, 1219, 1924, 1238]
paragraph: Captain Ross, of Tyndall and Ross, owned Tyndall and Ross' Ship, Niuafou, was wrecked by the hurricane. bbox=[1458, 1644, 1687, 1663]
heading-dash bbox=[1312, 99, 1359, 100]
paragraph: The Bill was passed, and sent to the Legislative Council. bbox=[1458, 250, 1687, 270]
article-divider bbox=[1696, 872, 1924, 874]
paragraph: "That the Plumbers' Board be requested to hold at least two examinations for plumbers in each year." bbox=[1696, 1027, 1924, 1046]
masthead bbox=[35, 7, 1932, 61]
paragraph: "America did not raise her voice in protest, and has done nothing, or very little, against the closing by England of the North Sea against neutral shipping. What would America say now if Germany were to declare a submarine war against all hostile merchant vessels?" bbox=[272, 236, 501, 284]
subheading: By Telegraph—Press Association—Copyright. London, February 16. bbox=[994, 616, 1202, 642]
subheading: ISLAND DEVASTATED. bbox=[1503, 1427, 1642, 1440]
paragraph: It is nearly three months since I joined our army in France. I spent most of the first fortnight in Rouen, where two excellent general hospitals, and where I had a very interesting experience. bbox=[747, 189, 975, 228]
subheading: (Rec. February 17, 9.40 p.m.) Sydney, February 17. bbox=[1459, 1184, 1686, 1211]
article-headline: GERMAN OPPONENT OF THE WAR bbox=[536, 463, 711, 530]
article-divider bbox=[1458, 840, 1687, 841]
column-6 bbox=[1221, 69, 1450, 1932]
article-headline: DISTRESS RELIEF bbox=[991, 1263, 1206, 1287]
paragraph: Captain Ross points out that although the coconut plantations have been destroyed there are still root crops coming on. The period of eight years mentioned in the telegram as the time that will elapse before the inhabitants will be able to resume trading is in Captain Ross's opinion somewhat exaggerated. bbox=[1458, 1813, 1687, 1871]
column-rule bbox=[1454, 69, 1455, 1932]
article-divider bbox=[984, 1510, 1213, 1511]
article-divider bbox=[509, 1177, 738, 1179]
heading-dash bbox=[1787, 99, 1833, 100]
paragraph: As the divisions came up and moved into their various positions, the hospital was moved so near the fighting, and very soon the fight known as the "Battle of the Lys" or the "Battle of Ypres," developed along the whole front. But the pressure of the fighting would be on one part of the line one day, and at another point another time, and it was therefore my duty to go to the place which was the most busy, and either to stay there or else to go on to some other hospital as might be required. bbox=[747, 747, 975, 835]
subheading: A WHEAT SEIZURE. bbox=[1512, 1167, 1634, 1180]
paragraph: The steamer Tofua, from Samoa, brings a letter from Mr. Foothers, a trader, reporting a hurricane at Niuafou (Tin Can Island) from January 16 to 18. It started at 4 o'clock on January 16. Previous gales had been from the north-east, but the hurricane came from the north, and the island was devastated. The disturbance was more in the nature of a tornado than a hurricane. Every house is down, also the coconut trees, so it is a poor outlook for the island for some years. bbox=[1458, 1475, 1687, 1563]
paragraph: "His Majesty's Government also desires to prevent any excessive advance in the price in the United Kingdom of the existing supplies of meat in Australian region which may not be required for the armies of the Allies in the field. bbox=[1221, 533, 1450, 582]
heading-dash bbox=[1075, 818, 1121, 819]
paragraph: "On no occasion like this," the Premier concluded, "it is not for us to debate, or to ask the reason why. (Cheers.) We are invited to show our loyalty to the Imperial Government in an hour of crisis. I believe, I may say, that the British Government is acting in the interest of our people and we see fit to cheerfully accept what is demanded of us. bbox=[1221, 1377, 1450, 1445]
paragraph: "Plans and Specifications.—(a) That specifications for new work be set out in each case; (b) Plumbing work that is shall not be included in the estimate. (c) Drainage work shall be clearly specified and shown on plans. (d) Details of work to be supplied on the first issue of plans, or the right to be estimated. (e) Drainage plans where necessary in detail to be submitted with the general plans. (f) All material specified under "plumbing" and purchased other than the above, and the general plumbing work must also be less than 10 per cent. on the total cost of same." bbox=[1696, 1048, 1924, 1155]
article-divider bbox=[984, 500, 1213, 501]
paragraph: A German ambulance party accompanied them across the Dutch territory. bbox=[984, 965, 1213, 985]
subheading: CRIPPLED SOLDIERS FREED. bbox=[1007, 824, 1189, 837]
subheading: England Responsible. bbox=[321, 559, 452, 572]
paragraph: "His Majesty's Government has already asked the Government of Queensland to put into immediate operation the Queensland Act, No. 2 of 1914, and the Government of Queensland is now in consultation with the meat companies as to the steps that are to be taken. bbox=[1221, 584, 1450, 633]
paragraph: "That in the interest of our trade it is undue competition for local authorities to compete against private enterprise for plumbing work." bbox=[1696, 1188, 1924, 1217]
paragraph: Mr. Lee said that, on behalf of the Opposition, who was unavoidably prevented from being present at the sitting, he wished to state that if he were present he would acquiesce in the request made by the Premier. (Opposition cheers.) Members of the Opposition gladly accepted the proposal brought forward. bbox=[1458, 140, 1687, 198]
subheading: INCIDENT AT SWAKOPMUND. bbox=[56, 1044, 242, 1057]
column-8 bbox=[1696, 69, 1924, 1932]
paragraph: It is quite impossible really to describe the scene at a clearing hospital when the fighting was at its height, but I will try to give you a picture of it. Pictures a large open space surrounded by buildings. Into this there drives a motor-ambulance. The tail curtains are opened and several now "lying-down cases" on stretchers. Those latter are swiftly and carefully slid out, and carried into a large receiving room 30 or 40 feet long. Another ambulance draws up while we look, and out come a number of sick, as fast as they can be helped out and walk into the receiving room. The clothes of the patients are all thick with mud. Ambulance follows ambulance, for the field ambulances at the front have been filled up during the night, and there has been heavy fighting again at daybreak—a common heavy attack. And this has happened on many days from 200 to 1000 of the wounded have arrived at a single clearing hospital in a single 24 hours. bbox=[747, 837, 975, 1013]
paragraph: Major Sir Hamilton Goold Adams (Governor-designate of Queensland, and sometime Governor of the Orange River Colony) was interviewed here on the subject of the South African rebellion. The outbreak, he said, was more anti-Botha than anti-British. The death of General de la Rey was most fortunate, as he was en route to Potchefstroom to raise the burghers in rebellion, with the object of marching to Pretoria to seize the arms stores. The rebellion would clear the air and improve the outlook for the future. bbox=[35, 252, 264, 349]
paragraph: Mr. W. H. Morton proposed "The Ladies," to which Mr. J. E. Fitzgerald responded, and Mr. Geo. Frost proposed "The Press," referring to the very courteous treatment the council always received at the hands of the Press. A number of enjoyable games followed, and the visitors returned in the cool of the evening over the hill. The Orongorongo works, the proposed route, and the new service reservoir at Karori, were all discussed by the party on the journey home. bbox=[1696, 708, 1924, 796]
paragraph: tations to the Imperial authorities in the case of supplies running low, pointing out that we can do no more. If that limit be reached we shall not hesitate to consult honourable members. Personally, I do not fear such a thing. bbox=[1458, 69, 1687, 117]
paragraph: The first batch of sixty incapacitated German and Austrian soldiers have been exchanged for Victoria Station yesterday. Practically each has lost a limb. bbox=[984, 873, 1213, 902]
paragraph: Firstly, whereas the Queensland Bill provided that it must be administered by the Chief Secretary by name, this Bill gave the administration to "a Minister." That Minister would be the Chief Secretary, but the provision would not be so rigorous as to prevent the administration by another Minister in the event of anything happening to prevent the Chief Secretary carrying out the duties. The second, secondly, in the Queensland Bill it was provided that the Minister should exercise his functions in respect to any stock." He could either "secure" the meat or stock, or "connect its disposition" without the possession, so that it could not be sold without his permission. In their Act they had adopted that machinery in its entirety. The Queensland Act also provided that when stock was taken a board should be appointed to value it. The board, however, was not given any powers of observation. In the Bill to be introduced the board was to be given power to carry out these functions. bbox=[1221, 883, 1450, 1069]
article-headline: A STATE GOVERNOR'S INDISCRETION bbox=[58, 1443, 240, 1510]
paragraph: As the result of recent robberies at the Carlton Drill-hall, Sergeant-Major Kerry was watching the building. He detected a man named Moran, who continued running. The Sergeant fired, and shot Moran dead. It is alleged that a quantity of property which had been stolen from the hall was found on the body. bbox=[1458, 1103, 1687, 1162]
paragraph: "His Majesty's Government will be grateful for the co-operation of the Ministers of the State of New South Wales, in order that His Majesty's Government may secure the whole of the Australian supply of refrigerated beef and mutton available for export during the continuance of the war. bbox=[1221, 634, 1450, 693]
paragraph: "Ever masterful, like a dictator, she did not want Germany to spread herself economically or to take up the place in the world to which she had a right. England would cut the throat of anything that grows to be a power. In her opinion, it is likely to come in her way. England has not got the conscientiousness to make a fair fight as it seems. Japan was in Asia, and Japan she would do the same. And as it cannot be permitted, they should overlook an alliance with anybody regardless of race or colour. bbox=[272, 637, 501, 735]
paragraph: That evening a meeting of Britishers took place in Potchefstroom to discuss the situation (says the "Herald"), it was agreed that the seriousness was such as to necessitate direct communication with General Smuts, which was duly carried out. For one thing, practically all Britishers were unarmed. How critical was the position, or how near Potchefstroom was to complete disaster, was not then fully realised. On that night, too, there was another and more sinister meeting in the town. It was on a certain house in Borg Street, where a number of residents, male and female, who are to be placed under arrest, expected the arrival of the chief conspirator. There, too, at the Defence Force headquarters, Kemp had stored a quantity of ammunition that was altogether out of proportion to the requirements of his district, and during that week, there had been frequent communications in the Potchefstroom camp to the number of 3000 armed men assembled. bbox=[35, 559, 264, 735]
subheading: (Rec. February 17, 11.30 p.m.) Sydney, February 17. bbox=[1480, 921, 1665, 947]
subheading: (Rec. February 17, 9.40 p.m.) Vancouver, February 17. bbox=[60, 221, 238, 247]
paragraph: The interviewer next asked the Admiral how long the war would last. "That depends on England. England is said to want war to the knife. If she insists on this she can have it, but there are some who hope that England will be sensible and will hear the voice of reason." And the Admiral admitted that he was one of these. bbox=[272, 1296, 501, 1354]
paragraph: Dr. Bertillon discovered the method for identifying handwriting by enlarging the letters by photography and measuring the alterations due to the heat-beat. bbox=[1696, 1341, 1924, 1370]
paragraph: "I am personally of the opinion that aeroplanes are also extraordinarily well suited to naval warfare. But Zeppelins are far superior to them for scouting purposes, being less dangerous." bbox=[272, 1478, 501, 1517]
article-divider bbox=[35, 1146, 264, 1148]
